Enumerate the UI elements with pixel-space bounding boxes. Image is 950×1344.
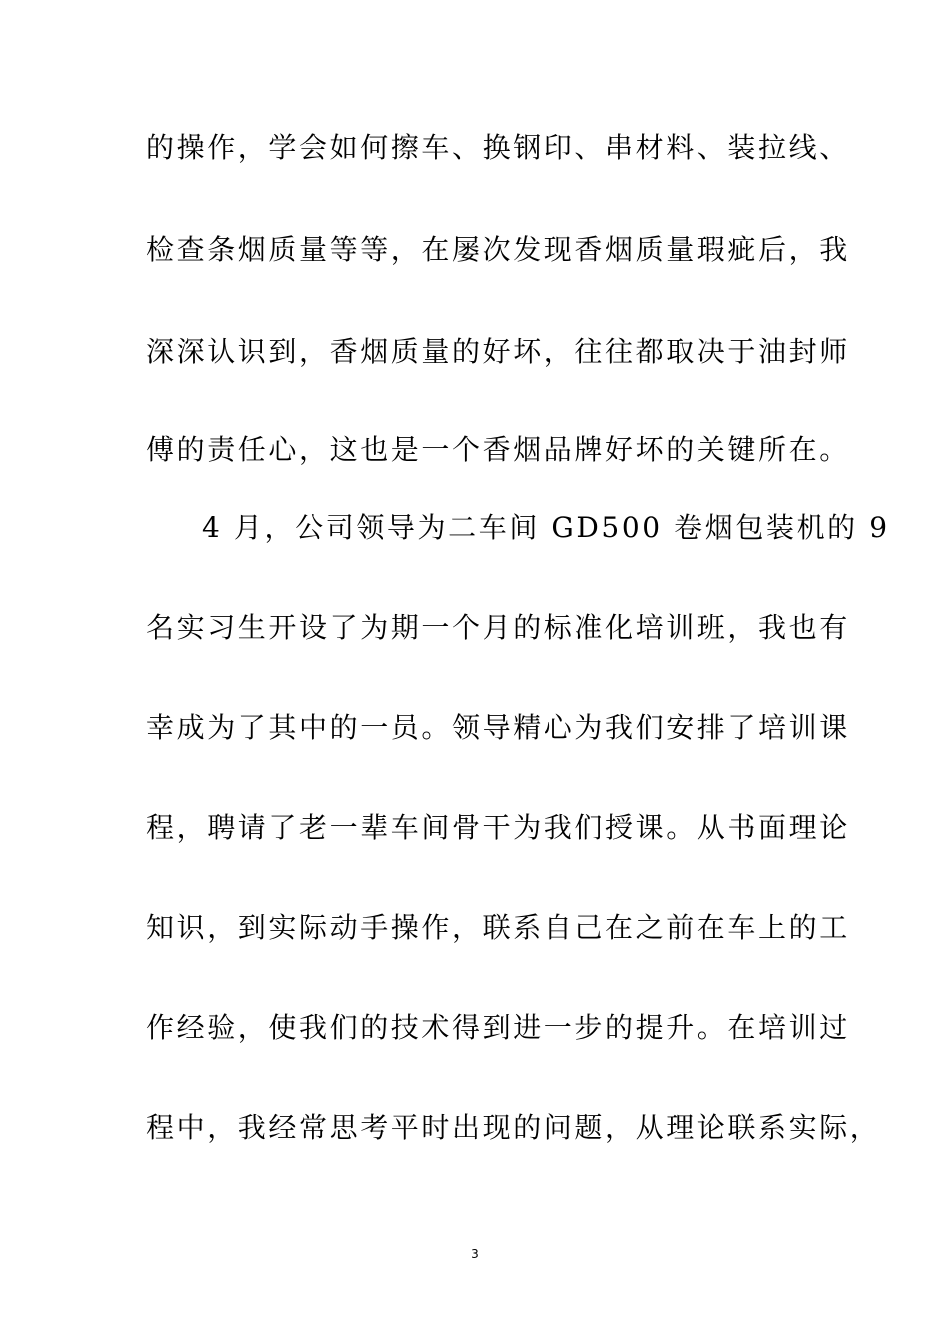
text-line: 检查条烟质量等等，在屡次发现香烟质量瑕疵后，我 xyxy=(146,233,850,266)
text-line: 的操作，学会如何擦车、换钢印、串材料、装拉线、 xyxy=(146,131,850,164)
text-line: 程中，我经常思考平时出现的问题，从理论联系实际， xyxy=(146,1111,881,1144)
page-number: 3 xyxy=(471,1247,479,1261)
paragraph-start-line: 4 月，公司领导为二车间 GD500 卷烟包装机的 9 xyxy=(202,511,890,544)
text-line: 名实习生开设了为期一个月的标准化培训班，我也有 xyxy=(146,611,850,644)
text-line: 知识，到实际动手操作，联系自己在之前在车上的工 xyxy=(146,911,850,944)
text-line: 作经验，使我们的技术得到进一步的提升。在培训过 xyxy=(146,1011,850,1044)
text-line: 程，聘请了老一辈车间骨干为我们授课。从书面理论 xyxy=(146,811,850,844)
text-line: 幸成为了其中的一员。领导精心为我们安排了培训课 xyxy=(146,711,850,744)
text-line: 傅的责任心，这也是一个香烟品牌好坏的关键所在。 xyxy=(146,433,850,466)
text-line: 深深认识到，香烟质量的好坏，往往都取决于油封师 xyxy=(146,335,850,368)
